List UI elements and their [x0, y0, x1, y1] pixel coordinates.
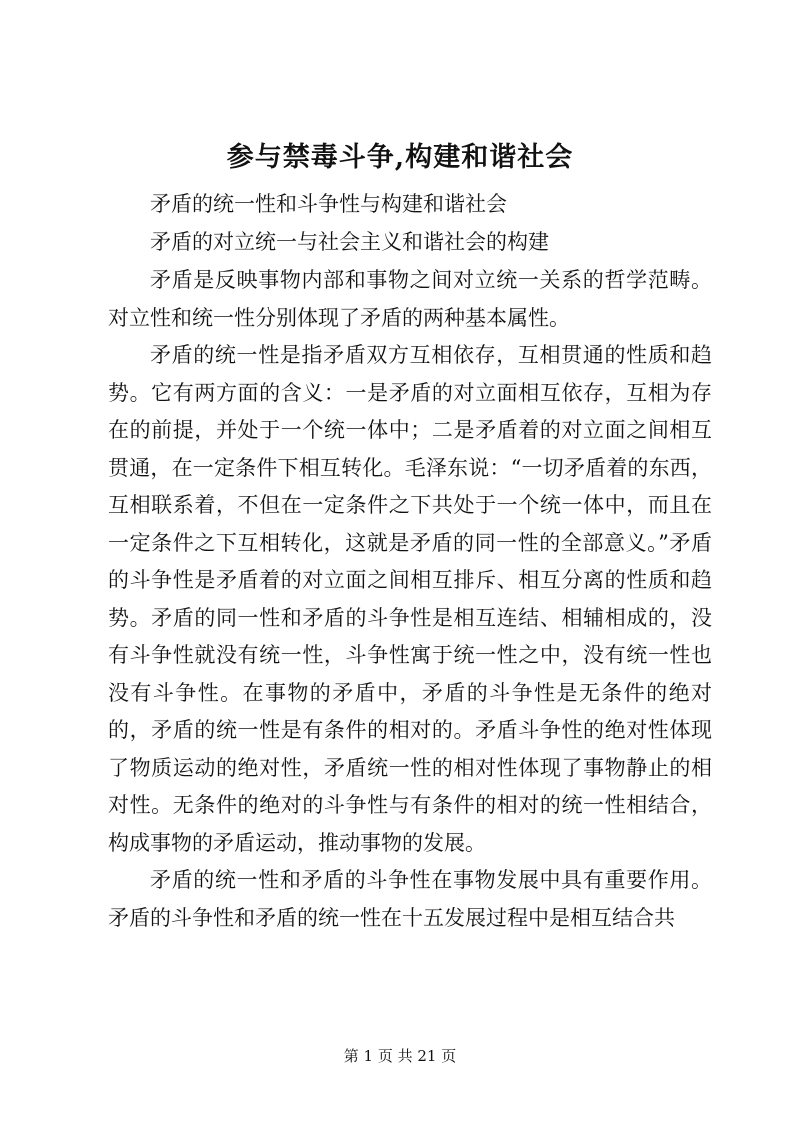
subtitle-paragraph-2: 矛盾的对立统一与社会主义和谐社会的构建 [150, 230, 549, 254]
document-body [108, 186, 712, 937]
page-number-footer: 第 1 页 共 21 页 [343, 1047, 457, 1065]
subtitle-paragraph-1: 矛盾的统一性和斗争性与构建和谐社会 [150, 192, 507, 216]
body-paragraph-1: 矛盾是反映事物内部和事物之间对立统一关系的哲学范畴。对立性和统一性分别体现了矛盾的两种基本属性。 [108, 268, 712, 330]
body-paragraph-2: 矛盾的统一性是指矛盾双方互相依存，互相贯通的性质和趋势。它有两方面的含义：一是矛盾的对立面相互依存，互相为存在的前提，并处于一个统一体中；二是矛盾着的对立面之间相互贯通，在一定条件下相互转化。毛泽东说：“一切矛盾着的东西，互相联系着，不但在一定条件之下共处于一个统一体中，而且在一定条件之下互相转化，这就是矛盾的同一性的全部意义。”矛盾的斗争性是矛盾着的对立面之间相互排斥、相互分离的性质和趋势。矛盾的同一性和矛盾的斗争性是相互连结、相辅相成的，没有斗争性就没有统一性，斗争性寓于统一性之中，没有统一性也没有斗争性。在事物的矛盾中，矛盾的斗争性是无条件的绝对的，矛盾的统一性是有条件的相对的。矛盾斗争性的绝对性体现了物质运动的绝对性，矛盾统一性的相对性体现了事物静止的相对性。无条件的绝对的斗争性与有条件的相对的统一性相结合，构成事物的矛盾运动，推动事物的发展。 [108, 343, 712, 855]
document-title: 参与禁毒斗争,构建和谐社会 [226, 142, 574, 173]
body-paragraph-3: 矛盾的统一性和矛盾的斗争性在事物发展中具有重要作用。矛盾的斗争性和矛盾的统一性在十五发展过程中是相互结合共 [108, 868, 712, 930]
